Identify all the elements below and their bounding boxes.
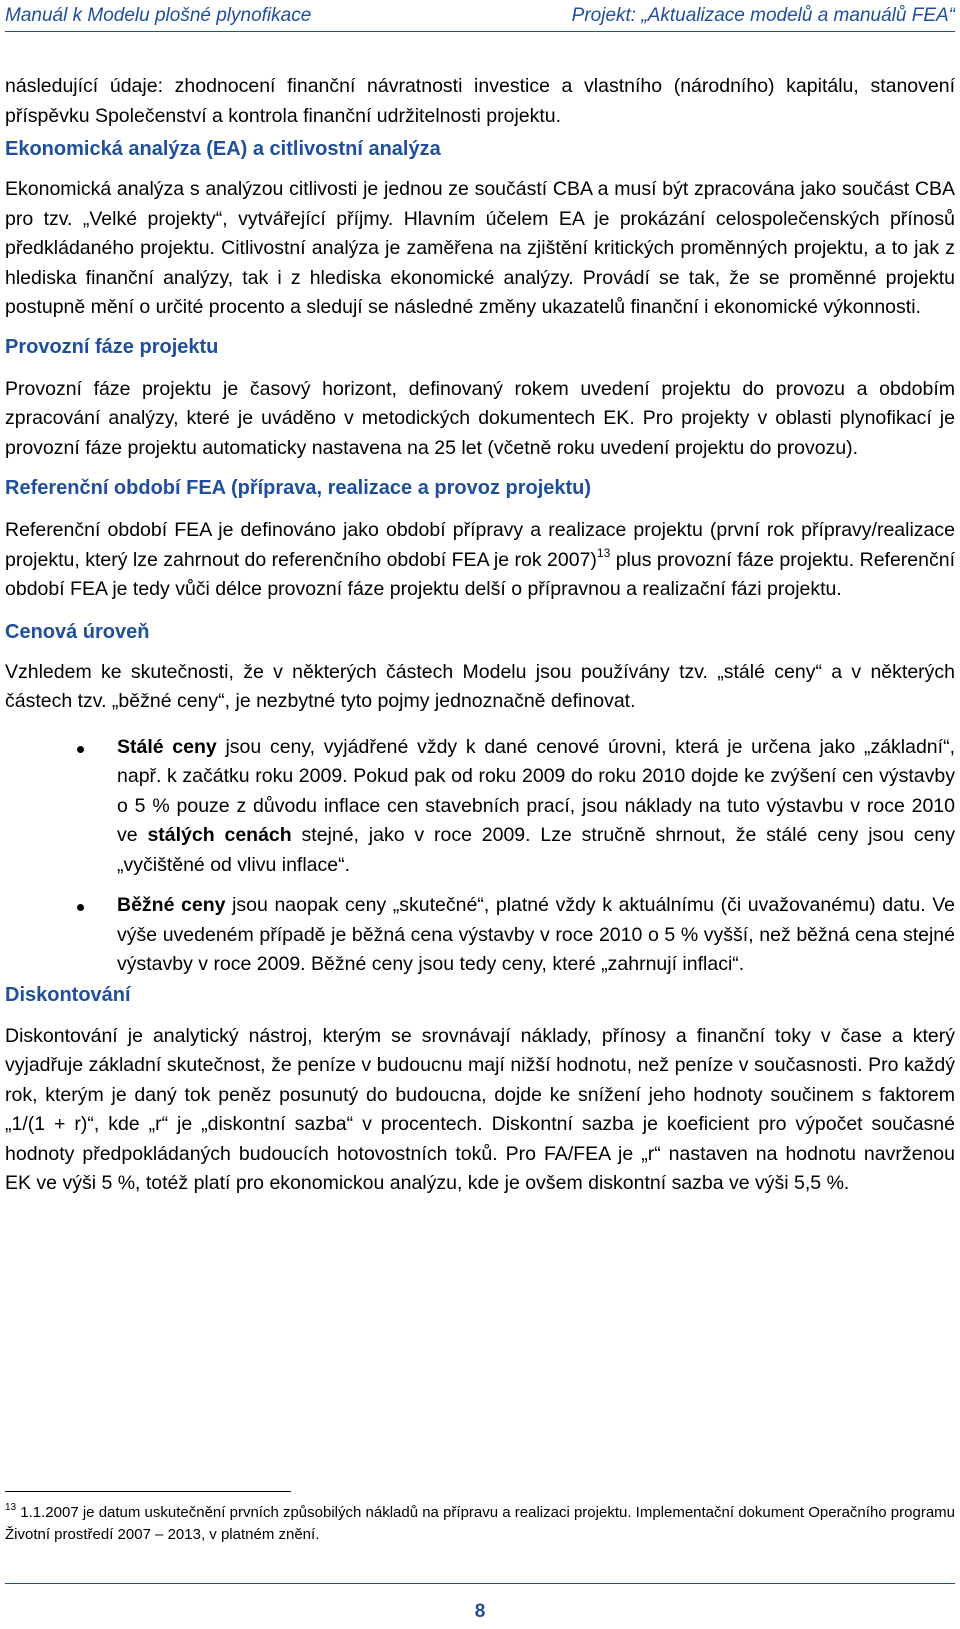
section-heading-referencni: Referenční období FEA (příprava, realizace a provoz projektu) (5, 477, 592, 499)
header-right-title: Projekt: „Aktualizace modelů a manuálů FEA“ (571, 5, 955, 26)
term-bezne-ceny: Běžné ceny (117, 894, 226, 916)
intro-paragraph: následující údaje: zhodnocení finanční návratnosti investice a vlastního (národního) kapitálu, stanovení příspěvku Společenství a kontrola finanční udržitelnosti projektu. (5, 75, 955, 127)
cenova-paragraph: Vzhledem ke skutečnosti, že v některých částech Modelu jsou používány tzv. „stálé ceny“ a v některých částech tzv. „běžné ceny“, je nezbytné tyto pojmy jednoznačně definovat. (5, 660, 955, 712)
diskont-paragraph: Diskontování je analytický nástroj, kterým se srovnávají náklady, přínosy a finanční toky v čase a který vyjadřuje základní skutečnost, že peníze v budoucnu mají nižší hodnotu, než peníze v současnosti. Pro každý rok, kterým je daný tok peněz posunutý do budoucna, dojde ke snížení jeho hodnoty součinem s faktorem „1/(1 + r)“, kde „r“ je „diskontní sazba“ v procentech. Diskontní sazba je koeficient pro výpočet současné hodnoty předpokládaných budoucích hotovostních toků. Pro FA/FEA je „r“ nastaven na hodnotu navrženou EK ve výši 5 %, totéž platí pro ekonomickou analýzu, kde je ovšem diskontní sazba ve výši 5,5 %. (5, 1024, 955, 1194)
list-item-text: stejné, jako v roce 2009. Lze stručně shrnout, že stálé ceny jsou ceny „vyčištěné od vlivu inflace“. (117, 824, 956, 876)
referencni-text-b: plus provozní fáze projektu. Referenční období FEA je tedy vůči délce provozní fáze projektu delší o přípravnou a realizační fázi projektu. (5, 548, 955, 600)
footnote-text: 1.1.2007 je datum uskutečnění prvních způsobilých nákladů na přípravu a realizaci projektu. Implementační dokument Operačního programu Životní prostředí 2007 – 2013, v platném znění. (5, 1504, 955, 1543)
list-item (5, 891, 955, 980)
term-stale-ceny: Stálé ceny (117, 735, 217, 758)
list-item-text: jsou ceny, vyjádřené vždy k dané cenové úrovni, která je určena jako „základní“, např. k začátku roku 2009. Pokud pak od roku 2009 do roku 2010 dojde ke zvýšení cen výstavby o 5 % pouze z důvodu inflace cen stavebních prací, jsou náklady na tuto výstavbu v roce 2010 ve (117, 735, 955, 846)
footer-divider (5, 1583, 955, 1584)
term-stalych-cenach: stálých cenách (147, 824, 292, 846)
bullet-icon (77, 746, 84, 753)
price-definitions-list (5, 733, 955, 980)
section-heading-diskont: Diskontování (5, 983, 131, 1006)
bullet-icon (77, 904, 84, 911)
list-item-text: jsou naopak ceny „skutečné“, platné vždy k aktuálnímu (či uvažovanému) datu. Ve výše uvedeném případě je běžná cena výstavby v roce 2010 o 5 % vyšší, než běžná cena stejné výstavby v roce 2009. Běžné ceny jsou tedy ceny, které „zahrnují inflaci“. (117, 894, 955, 975)
ea-paragraph: Ekonomická analýza s analýzou citlivosti je jednou ze součástí CBA a musí být zpracována jako součást CBA pro tzv. „Velké projekty“, vytvářející příjmy. Hlavním účelem EA je prokázání celospolečenských přínosů předkládaného projektu. Citlivostní analýza je zaměřena na zjištění kritických proměnných projektu, a to jak z hlediska finanční analýzy, tak i z hlediska ekonomické analýzy. Provádí se tak, že se proměnné projektu postupně mění o určité procento a sledují se následné změny ukazatelů finanční i ekonomické výkonnosti. (5, 178, 955, 318)
footnote (5, 1497, 955, 1546)
page-number: 8 (474, 1601, 486, 1622)
section-heading-ea: Ekonomická analýza (EA) a citlivostní analýza (5, 138, 441, 160)
footnote-divider (5, 1491, 291, 1492)
list-item (5, 733, 955, 881)
footnote-number: 13 (5, 1502, 17, 1513)
page-header (5, 3, 955, 29)
document-body (5, 72, 955, 1199)
header-divider (5, 31, 955, 32)
provozni-paragraph: Provozní fáze projektu je časový horizont, definovaný rokem uvedení projektu do provozu a obdobím zpracování analýzy, které je uváděno v metodických dokumentech EK. Pro projekty v oblasti plynofikací je provozní fáze projektu automaticky nastavena na 25 let (včetně roku uvedení projektu do provozu). (5, 377, 955, 459)
section-heading-cenova: Cenová úroveň (5, 620, 150, 643)
footnote-reference[interactable]: 13 (596, 545, 611, 560)
header-left-title: Manuál k Modelu plošné plynofikace (5, 5, 312, 26)
referencni-text-a: Referenční období FEA je definováno jako období přípravy a realizace projektu (první rok přípravy/realizace projektu, který lze zahrnout do referenčního období FEA je rok 2007) (5, 519, 955, 571)
section-heading-provozni: Provozní fáze projektu (5, 335, 219, 358)
referencni-paragraph (5, 516, 955, 605)
